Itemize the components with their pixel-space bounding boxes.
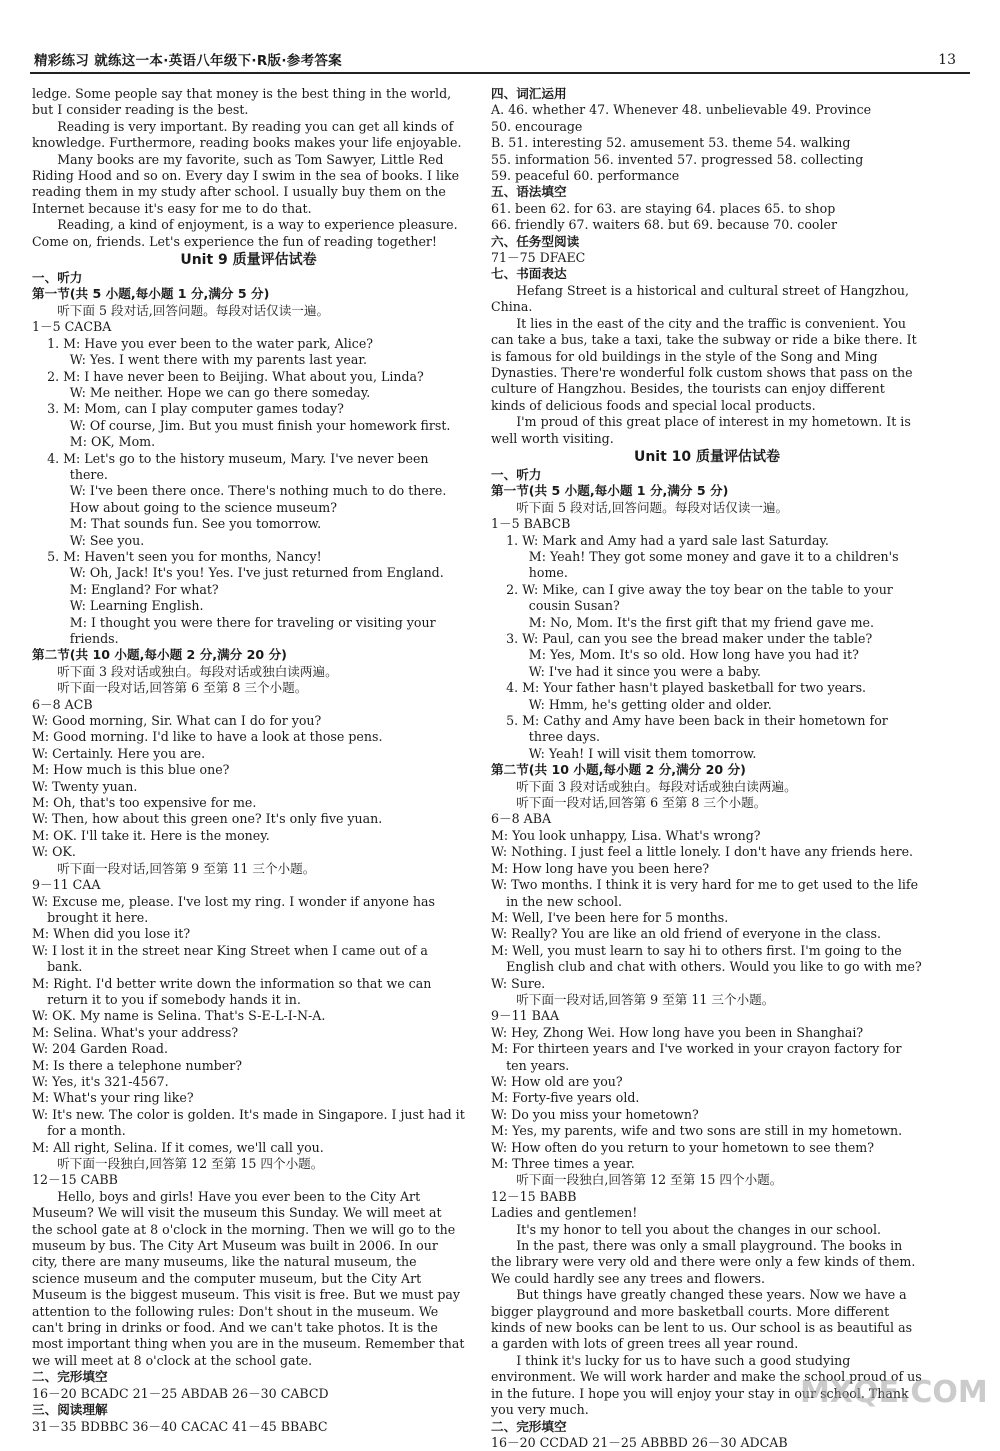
- dialogue-line: 4. M: Your father hasn't played basketball for two years.: [506, 680, 867, 696]
- section-heading: 六、任务型阅读: [491, 233, 580, 249]
- text-line: 6－8 ACB: [32, 696, 93, 712]
- paragraph: It's my honor to tell you about the changes in our school.: [516, 1221, 882, 1237]
- text-line: B. 51. interesting 52. amusement 53. theme 54. walking: [491, 135, 851, 151]
- speaker-line: M: When did you lose it?: [32, 926, 191, 942]
- section-heading: 第一节(共 5 小题,每小题 1 分,满分 5 分): [491, 483, 729, 499]
- paragraph: Hefang Street is a historical and cultural street of Hangzhou, China.: [491, 282, 910, 315]
- text-line: 16－20 BCADC 21－25 ABDAB 26－30 CABCD: [32, 1385, 329, 1401]
- speaker-line: W: It's new. The color is golden. It's made in Singapore. I just had it for a month.: [32, 1106, 465, 1139]
- speaker-line: M: Is there a telephone number?: [32, 1057, 242, 1073]
- paragraph: Hello, boys and girls! Have you ever been to the City Art Museum? We will visit the museum this Sunday. We will meet at the school gate at 8 o'clock in the morning. Then we will go to the museum by bus. The City Art Museum was built in 2006. In our city, there are many museums, like the natural museum, the science museum and the computer museum, but the City Art Museum is the biggest museum. This visit is free. But we must pay attention to the following rules: Don't shout in the museum. We can't bring in drinks or food. And we can't take photos. It is the most important thing when you are in the museum. Remember that we will meet at 8 o'clock at the school gate.: [32, 1188, 465, 1368]
- speaker-line: W: Then, how about this green one? It's only five yuan.: [32, 811, 383, 827]
- dialogue-line: W: Me neither. Hope we can go there someday.: [69, 384, 371, 400]
- dialogue-line: W: Oh, Jack! It's you! Yes. I've just returned from England.: [69, 565, 444, 581]
- speaker-line: W: Really? You are like an old friend of everyone in the class.: [491, 926, 881, 942]
- speaker-line: W: Do you miss your hometown?: [491, 1106, 699, 1122]
- text-line: 16－20 CCDAD 21－25 ABBBD 26－30 ADCAB: [491, 1434, 788, 1450]
- section-heading: 二、完形填空: [32, 1369, 108, 1385]
- paragraph: 听下面一段对话,回答第 6 至第 8 三个小题。: [57, 680, 308, 696]
- dialogue-line: W: Of course, Jim. But you must finish your homework first.: [69, 417, 451, 433]
- dialogue-line: 2. W: Mike, can I give away the toy bear on the table to your cousin Susan?: [506, 581, 893, 614]
- speaker-line: W: OK. My name is Selina. That's S-E-L-I-N-A.: [32, 1008, 326, 1024]
- section-heading: 一、听力: [491, 466, 542, 482]
- section-heading: 二、完形填空: [491, 1418, 567, 1434]
- speaker-line: W: Hey, Zhong Wei. How long have you been in Shanghai?: [491, 1024, 864, 1040]
- speaker-line: W: Sure.: [491, 975, 546, 991]
- section-heading: 第一节(共 5 小题,每小题 1 分,满分 5 分): [32, 286, 270, 302]
- page-header: [30, 46, 970, 74]
- paragraph: 听下面一段对话,回答第 6 至第 8 三个小题。: [516, 795, 767, 811]
- dialogue-line: W: I've had it since you were a baby.: [528, 663, 761, 679]
- paragraph: 听下面 3 段对话或独白。每段对话或独白读两遍。: [57, 663, 338, 679]
- paragraph: In the past, there was only a small playground. The books in the library were very old and there were only a few kinds of them. We could hardly see any trees and flowers.: [491, 1238, 916, 1286]
- left-column: [32, 86, 465, 1435]
- dialogue-line: 3. W: Paul, can you see the bread maker under the table?: [506, 631, 873, 646]
- text-line: 71－75 DFAEC: [491, 250, 586, 266]
- speaker-line: W: How old are you?: [491, 1073, 623, 1089]
- paragraph: I think it's lucky for us to have such a good studying environment. We will work harder and make the school proud of us in the future. I hope you will enjoy your stay in our school. Thank you very much.: [491, 1352, 922, 1418]
- paragraph: But things have greatly changed these years. Now we have a bigger playground and more basketball courts. More different kinds of new books can be lent to us. Our school is as beautiful as a garden with lots of green trees all year round.: [491, 1287, 913, 1352]
- dialogue-line: M: OK, Mom.: [69, 434, 156, 450]
- speaker-line: W: Certainly. Here you are.: [32, 745, 206, 761]
- paragraph: 听下面一段独白,回答第 12 至第 15 四个小题。: [57, 1156, 324, 1171]
- unit-title: Unit 10 质量评估试卷: [633, 448, 781, 465]
- speaker-line: W: How often do you return to your hometown to see them?: [491, 1139, 874, 1155]
- text-line: 61. been 62. for 63. are staying 64. places 65. to shop: [491, 200, 836, 216]
- text-line: 9－11 BAA: [491, 1008, 560, 1024]
- unit-title: Unit 9 质量评估试卷: [180, 252, 317, 269]
- speaker-line: M: Well, you must learn to say hi to others first. I'm going to the English club and chat with others. Would you like to go with me?: [491, 942, 922, 975]
- speaker-line: M: You look unhappy, Lisa. What's wrong?: [491, 827, 761, 843]
- dialogue-line: 1. W: Mark and Amy had a yard sale last Saturday.: [506, 532, 829, 548]
- dialogue-line: W: I've been there once. There's nothing much to do there. How about going to the science museum?: [69, 483, 447, 515]
- section-heading: 五、语法填空: [491, 184, 567, 200]
- section-heading: 三、阅读理解: [32, 1402, 108, 1418]
- speaker-line: M: OK. I'll take it. Here is the money.: [32, 827, 270, 843]
- speaker-line: M: Yes, my parents, wife and two sons are still in my hometown.: [491, 1123, 903, 1139]
- section-heading: 第二节(共 10 小题,每小题 2 分,满分 20 分): [32, 647, 287, 663]
- speaker-line: W: Twenty yuan.: [32, 778, 138, 794]
- header-title: 精彩练习 就练这一本·英语八年级下·R版·参考答案: [34, 53, 342, 69]
- text-line: A. 46. whether 47. Whenever 48. unbelievable 49. Province: [491, 102, 872, 118]
- speaker-line: M: What's your ring like?: [32, 1090, 194, 1106]
- dialogue-line: M: I thought you were there for traveling or visiting your friends.: [69, 614, 436, 646]
- dialogue-line: W: Hmm, he's getting older and older.: [528, 696, 772, 712]
- dialogue-line: W: Yes. I went there with my parents last year.: [69, 352, 368, 368]
- text-line: 12－15 BABB: [491, 1188, 577, 1204]
- dialogue-line: 3. M: Mom, can I play computer games today?: [47, 401, 344, 417]
- speaker-line: W: Excuse me, please. I've lost my ring. I wonder if anyone has brought it here.: [32, 893, 435, 925]
- speaker-line: M: Good morning. I'd like to have a look at those pens.: [32, 729, 383, 745]
- paragraph: 听下面 5 段对话,回答问题。每段对话仅读一遍。: [57, 302, 330, 318]
- right-column: [491, 86, 923, 1451]
- text-line: 59. peaceful 60. performance: [491, 168, 680, 184]
- paragraph: 听下面一段对话,回答第 9 至第 11 三个小题。: [57, 860, 316, 876]
- dialogue-line: 5. M: Cathy and Amy have been back in their hometown for three days.: [506, 713, 888, 745]
- section-heading: 四、词汇运用: [491, 86, 567, 101]
- speaker-line: M: Forty-five years old.: [491, 1090, 640, 1106]
- dialogue-line: 2. M: I have never been to Beijing. What about you, Linda?: [47, 368, 424, 384]
- watermark-logo: MXQE.COM: [800, 1375, 988, 1410]
- text-line: 66. friendly 67. waiters 68. but 69. because 70. cooler: [491, 217, 838, 233]
- dialogue-line: W: See you.: [69, 532, 145, 548]
- section-heading: 一、听力: [32, 270, 83, 286]
- dialogue-line: 5. M: Haven't seen you for months, Nancy!: [47, 548, 322, 564]
- paragraph: 听下面 5 段对话,回答问题。每段对话仅读一遍。: [516, 499, 789, 515]
- text-line: Ladies and gentlemen!: [491, 1205, 638, 1221]
- text-line: 31－35 BDBBC 36－40 CACAC 41－45 BBABC: [32, 1418, 328, 1434]
- paragraph: 听下面一段独白,回答第 12 至第 15 四个小题。: [516, 1172, 783, 1188]
- paragraph: 听下面一段对话,回答第 9 至第 11 三个小题。: [516, 991, 775, 1007]
- speaker-line: W: Yes, it's 321-4567.: [32, 1073, 169, 1089]
- text-line: 55. information 56. invented 57. progressed 58. collecting: [491, 151, 864, 167]
- text-line: 12－15 CABB: [32, 1172, 118, 1188]
- text-line: 50. encourage: [491, 118, 583, 134]
- text-line: ledge. Some people say that money is the best thing in the world, but I consider reading is the best.: [32, 86, 452, 118]
- speaker-line: W: I lost it in the street near King Street when I came out of a bank.: [32, 942, 428, 975]
- speaker-line: M: How much is this blue one?: [32, 762, 230, 778]
- dialogue-line: W: Learning English.: [69, 598, 204, 614]
- speaker-line: W: OK.: [32, 844, 76, 860]
- dialogue-line: 1. M: Have you ever been to the water park, Alice?: [47, 335, 374, 351]
- text-line: 6－8 ABA: [491, 811, 552, 827]
- speaker-line: M: How long have you been here?: [491, 860, 710, 876]
- paragraph: It lies in the east of the city and the traffic is convenient. You can take a bus, take a taxi, take the subway or ride a bike there. It is famous for old buildings in the style of the Song and Ming Dynasties. There're wonderful folk custom shows that pass on the culture of Hangzhou. Besides, the tourists can enjoy different kinds of delicious foods and special local products.: [491, 315, 917, 413]
- speaker-line: M: Well, I've been here for 5 months.: [491, 909, 729, 925]
- speaker-line: M: All right, Selina. If it comes, we'll call you.: [32, 1139, 324, 1155]
- dialogue-line: M: Yeah! They got some money and gave it to a children's home.: [528, 548, 899, 581]
- text-line: 1－5 CACBA: [32, 319, 112, 335]
- speaker-line: M: Right. I'd better write down the information so that we can return it to you if somebody hands it in.: [32, 975, 432, 1007]
- dialogue-line: M: That sounds fun. See you tomorrow.: [69, 516, 322, 532]
- paragraph: I'm proud of this great place of interest in my hometown. It is well worth visiting.: [491, 414, 911, 446]
- speaker-line: W: Two months. I think it is very hard for me to get used to the life in the new school.: [491, 877, 919, 909]
- paragraph: Reading, a kind of enjoyment, is a way to experience pleasure. Come on, friends. Let's experience the fun of reading together!: [32, 217, 458, 249]
- speaker-line: M: Three times a year.: [491, 1156, 635, 1171]
- speaker-line: M: Oh, that's too expensive for me.: [32, 795, 257, 811]
- speaker-line: M: Selina. What's your address?: [32, 1024, 239, 1040]
- text-line: 1－5 BABCB: [491, 516, 571, 532]
- speaker-line: M: For thirteen years and I've worked in your crayon factory for ten years.: [491, 1041, 902, 1073]
- section-heading: 第二节(共 10 小题,每小题 2 分,满分 20 分): [491, 762, 746, 778]
- paragraph: 听下面 3 段对话或独白。每段对话或独白读两遍。: [516, 778, 797, 794]
- text-line: 9－11 CAA: [32, 877, 101, 893]
- dialogue-line: M: England? For what?: [69, 581, 219, 597]
- dialogue-line: W: Yeah! I will visit them tomorrow.: [528, 745, 757, 761]
- dialogue-line: 4. M: Let's go to the history museum, Mary. I've never been there.: [47, 450, 429, 482]
- paragraph: Many books are my favorite, such as Tom Sawyer, Little Red Riding Hood and so on. Every day I swim in the sea of books. I like reading them in my study after school. I usually buy them on the Internet because it's easy for me to do that.: [32, 151, 460, 216]
- speaker-line: W: Nothing. I just feel a little lonely. I don't have any friends here.: [491, 844, 914, 860]
- section-heading: 七、书面表达: [491, 266, 567, 282]
- paragraph: Reading is very important. By reading you can get all kinds of knowledge. Furthermore, reading books makes your life enjoyable.: [32, 118, 462, 151]
- dialogue-line: M: Yes, Mom. It's so old. How long have you had it?: [528, 647, 859, 663]
- speaker-line: W: Good morning, Sir. What can I do for you?: [32, 713, 322, 729]
- page-number: 13: [938, 52, 956, 68]
- dialogue-line: M: No, Mom. It's the first gift that my friend gave me.: [528, 614, 875, 630]
- speaker-line: W: 204 Garden Road.: [32, 1041, 168, 1057]
